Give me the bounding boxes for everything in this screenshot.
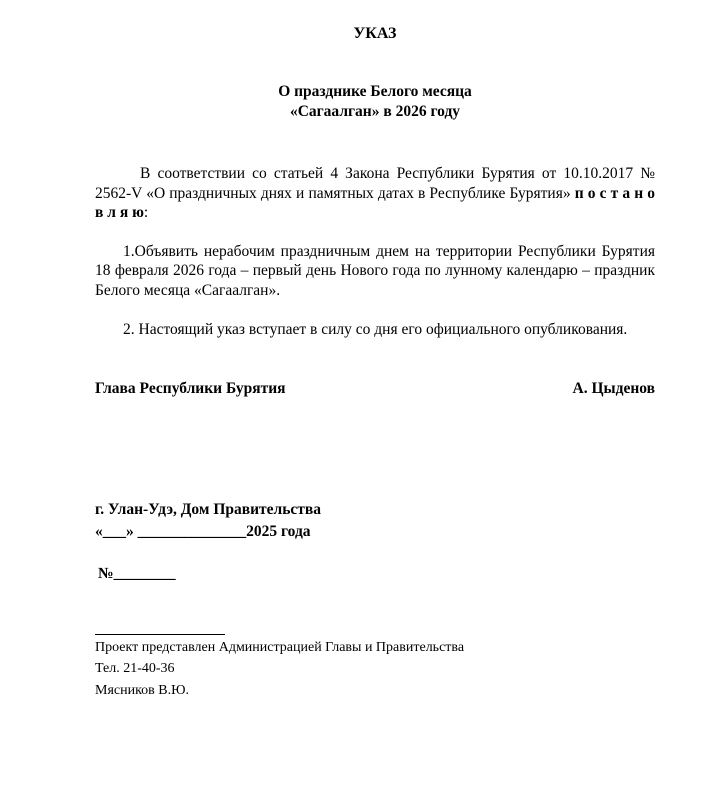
footer-contact-name: Мясников В.Ю.	[95, 683, 190, 699]
signature-row	[95, 379, 655, 399]
place-date-block	[95, 499, 655, 543]
subject-line-1: О празднике Белого месяца	[278, 83, 472, 100]
date-blank-line: «___» ______________2025 года	[95, 523, 311, 541]
signatory-position: Глава Республики Бурятия	[95, 380, 286, 398]
footer-block	[95, 634, 655, 701]
footer-project-source: Проект представлен Администрацией Главы и Правительства	[95, 640, 465, 656]
subject-line-2: «Сагаалган» в 2026 году	[289, 103, 461, 120]
preamble-paragraph	[95, 164, 655, 223]
decree-word: п о с т а н о в л я ю	[95, 184, 655, 222]
footer-phone: Тел. 21-40-36	[95, 661, 175, 677]
signatory-name: А. Цыденов	[572, 380, 655, 398]
place-line: г. Улан-Удэ, Дом Правительства	[95, 501, 322, 519]
document-title: УКАЗ	[353, 25, 397, 42]
decree-number-blank: №________	[98, 565, 176, 583]
footer-separator-line	[95, 634, 225, 635]
document-subject	[95, 82, 655, 122]
decree-item-1: 1.Объявить нерабочим праздничным днем на территории Республики Бурятия 18 февраля 2026 года – первый день Нового года по лунному календарю – праздник Белого месяца «Сагаалган».	[95, 242, 655, 299]
decree-item-2: 2. Настоящий указ вступает в силу со дня его официального опубликования.	[123, 320, 628, 338]
preamble-colon: :	[143, 204, 149, 222]
preamble-text: В соответствии со статьей 4 Закона Республики Бурятия от 10.10.2017 № 2562-V «О праздничных днях и памятных датах в Республике Бурятия»	[95, 165, 655, 202]
